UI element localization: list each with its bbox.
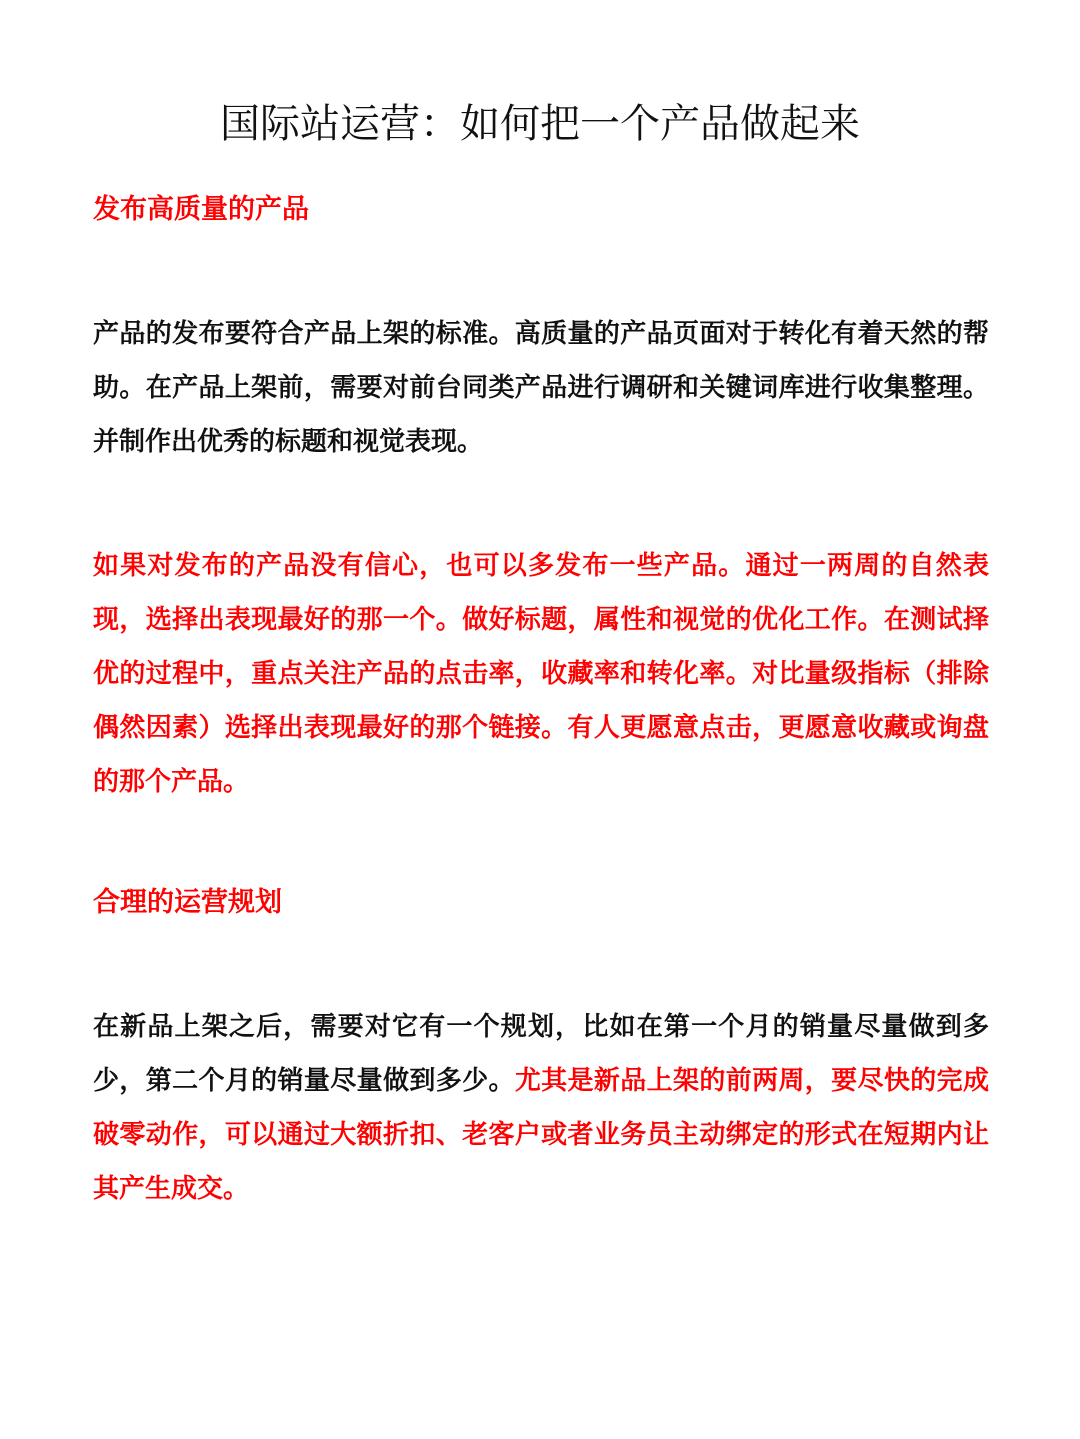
paragraph-planning: [93, 1000, 989, 1216]
section-heading-publish: 发布高质量的产品: [93, 194, 309, 225]
paragraph-publish-standard: 产品的发布要符合产品上架的标准。高质量的产品页面对于转化有着天然的帮助。在产品上架前，需要对前台同类产品进行调研和关键词库进行收集整理。并制作出优秀的标题和视觉表现。: [93, 319, 989, 457]
paragraph-planning-black-text: 在新品上架之后，需要对它有一个规划，比如在第一个月的销量尽量做到多少，第二个月的销量尽量做到多少。: [93, 1012, 989, 1096]
paragraph-planning-red-text: 尤其是新品上架的前两周，要尽快的完成破零动作，可以通过大额折扣、老客户或者业务员主动绑定的形式在短期内让其产生成交。: [93, 1066, 989, 1204]
page-title: 国际站运营：如何把一个产品做起来: [220, 101, 860, 147]
paragraph-publish-testing: 如果对发布的产品没有信心，也可以多发布一些产品。通过一两周的自然表现，选择出表现最好的那一个。做好标题，属性和视觉的优化工作。在测试择优的过程中，重点关注产品的点击率，收藏率和转化率。对比量级指标（排除偶然因素）选择出表现最好的那个链接。有人更愿意点击，更愿意收藏或询盘的那个产品。: [93, 551, 989, 797]
section-heading-planning: 合理的运营规划: [93, 887, 282, 918]
